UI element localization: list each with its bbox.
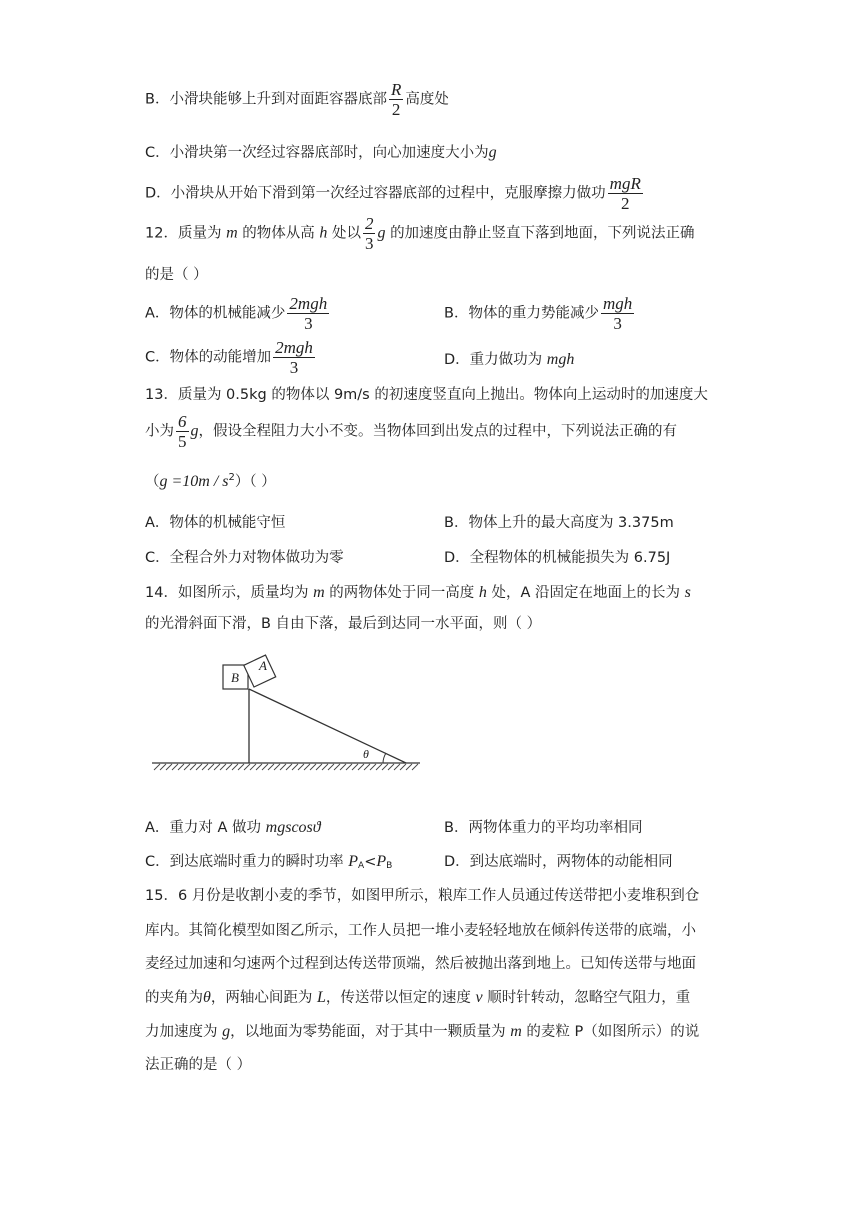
fraction: $\frac{\text{2mgh}}{3}$ bbox=[289, 294, 328, 333]
q15-stem-line1: 15．6 月份是收割小麦的季节，如图甲所示，粮库工作人员通过传送带把小麦堆积到仓 bbox=[145, 888, 700, 904]
q11-option-c: C．小滑块第一次经过容器底部时，向心加速度大小为g bbox=[145, 144, 497, 161]
q14-stem-line2: 的光滑斜面下滑，B 自由下落，最后到达同一水平面，则（ ） bbox=[145, 616, 542, 632]
q11-option-b: B．小滑块能够上升到对面距容器底部 $\frac{R}{2}$ 高度处 bbox=[145, 80, 449, 119]
q13-stem-line3: $(g =10m / s^2)$（ ） bbox=[145, 472, 276, 490]
fraction: $\frac{2}{3}$ bbox=[364, 214, 374, 253]
q15-stem-line6: 法正确的是（ ） bbox=[145, 1057, 252, 1073]
fraction: $\frac{\text{2mgh}}{3}$ bbox=[275, 338, 313, 377]
q12-option-b: B．物体的重力势能减少 $\frac{\text{mgh}}{3}$ bbox=[444, 294, 633, 333]
incline-surface bbox=[249, 689, 406, 763]
fraction: $\frac{\text{mgR}}{2}$ bbox=[609, 174, 641, 213]
q12-option-d: D．重力做功为 mgh bbox=[444, 351, 575, 368]
q15-stem-line4: 的夹角为θ，两轴心间距为 L，传送带以恒定的速度 v 顺时针转动，忽略空气阻力，重 bbox=[145, 989, 691, 1006]
q13-stem-line2: 小为 $\frac{6}{5}$ g，假设全程阻力大小不变。当物体回到出发点的过程中，下列说法正确的有 bbox=[145, 412, 677, 451]
q14-option-c: C．到达底端时重力的瞬时功率 $P_A<P_B$ bbox=[145, 853, 393, 871]
q13-option-a: A．物体的机械能守恒 bbox=[145, 515, 286, 531]
theta-label: θ bbox=[363, 747, 369, 761]
block-a-label: A bbox=[259, 658, 267, 673]
angle-arc bbox=[383, 753, 386, 763]
q13-option-c: C．全程合外力对物体做功为零 bbox=[145, 550, 344, 566]
q12-stem-line2: 的是（ ） bbox=[145, 267, 208, 283]
q12-option-c: C．物体的动能增加 $\frac{\text{2mgh}}{3}$ bbox=[145, 338, 313, 377]
fraction: $\frac{6}{5}$ bbox=[178, 412, 187, 451]
incline-figure bbox=[150, 640, 425, 775]
q12-option-a: A．物体的机械能减少 $\frac{\text{2mgh}}{3}$ bbox=[145, 294, 328, 333]
q15-stem-line2: 库内。其简化模型如图乙所示，工作人员把一堆小麦轻轻地放在倾斜传送带的底端，小 bbox=[145, 923, 696, 939]
q13-option-d: D．全程物体的机械能损失为 6.75J bbox=[444, 550, 671, 566]
q14-option-d: D．到达底端时，两物体的动能相同 bbox=[444, 854, 673, 870]
q14-option-b: B．两物体重力的平均功率相同 bbox=[444, 820, 643, 836]
q13-option-b: B．物体上升的最大高度为 3.375m bbox=[444, 515, 674, 531]
fraction: $\frac{\text{mgh}}{3}$ bbox=[602, 294, 633, 333]
fraction: $\frac{R}{2}$ bbox=[390, 80, 402, 119]
ground-line bbox=[152, 763, 420, 770]
block-b-label: B bbox=[231, 670, 239, 685]
q14-stem-line1: 14．如图所示，质量均为 m 的两物体处于同一高度 h 处，A 沿固定在地面上的长为 s bbox=[145, 584, 691, 601]
q14-option-a: A．重力对 A 做功 mgscosϑ bbox=[145, 819, 321, 836]
q12-stem-line1: 12．质量为 m 的物体从高 h 处以 $\frac{2}{3}$ g 的加速度由静止竖直下落到地面，下列说法正确 bbox=[145, 214, 695, 253]
q15-stem-line5: 力加速度为 g，以地面为零势能面，对于其中一颗质量为 m 的麦粒 P（如图所示）的说 bbox=[145, 1023, 700, 1040]
q13-stem-line1: 13．质量为 0.5kg 的物体以 9m/s 的初速度竖直向上抛出。物体向上运动时的加速度大 bbox=[145, 387, 708, 403]
q11-option-d: D．小滑块从开始下滑到第一次经过容器底部的过程中，克服摩擦力做功 $\frac{\text{mgR}}{2}$ bbox=[145, 174, 641, 213]
q15-stem-line3: 麦经过加速和匀速两个过程到达传送带顶端，然后被抛出落到地上。已知传送带与地面 bbox=[145, 956, 696, 972]
